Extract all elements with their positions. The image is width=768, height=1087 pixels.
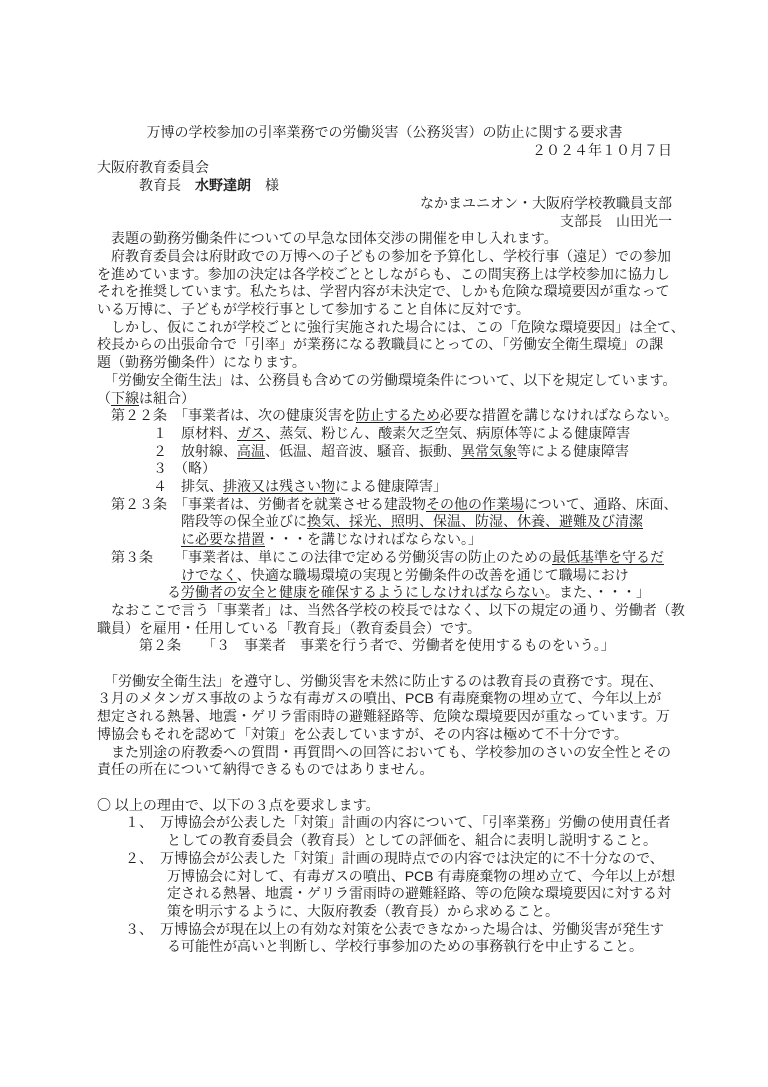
text-segment: それを推奨しています。私たちは、学習内容が未決定で、しかも危険な環境要因が重なって xyxy=(97,283,670,300)
text-segment: 万博協会に対して、有毒ガスの噴出、PCB 有毒廃棄物の埋め立て、今年以上が想 xyxy=(97,867,676,884)
underlined-text: その他の作業場 xyxy=(426,495,524,512)
text-segment: る可能性が高いと判断し、学校行事参加のための事務執行を中止すること。 xyxy=(97,938,643,955)
text-segment: 万博の学校参加の引率業務での労働災害（公務災害）の防止に関する要求書 xyxy=(146,124,623,140)
text-segment: １、 万博協会が公表した「対策」計画の内容について、「引率業務」労働の使用責任者 xyxy=(97,814,671,831)
doc-title xyxy=(97,124,672,142)
text-segment: 〇 以上の理由で、以下の３点を要求します。 xyxy=(97,796,380,813)
doc-date xyxy=(97,142,672,160)
demand-3-cont xyxy=(97,938,672,956)
text-segment: なかまユニオン・大阪府学校教職員支部 xyxy=(420,194,672,211)
text-segment: 責任の所在について納得できるものではありません。 xyxy=(97,761,434,778)
text-segment: について、通路、床面、 xyxy=(524,495,678,512)
text-line xyxy=(97,318,685,337)
text-segment: 定される熱暑、地震・ゲリラ雷雨時の避難経路、等の危険な環境要因に対する対 xyxy=(97,885,671,902)
text-segment: （ xyxy=(97,389,111,406)
text-segment: しかし、仮にこれが学校ごとに強行実施された場合には、この「危険な環境要因」は全て、 xyxy=(97,318,685,335)
text-segment: ２ 放射線、 xyxy=(97,442,237,459)
sender-person xyxy=(97,213,672,231)
underlined-text: 労働者の安全と健康を確保するようにしなければならない xyxy=(181,584,545,601)
text-segment: 支部長 山田光一 xyxy=(560,212,672,229)
clause-22-item-2 xyxy=(97,443,672,461)
text-segment: ３月のメタンガス事故のような有毒ガスの噴出、PCB 有毒廃棄物の埋め立て、今年以上が xyxy=(97,690,662,707)
demand-1 xyxy=(97,814,672,832)
text-line xyxy=(97,673,672,691)
text-segment: としての教育委員会（教育長）としての評価を、組合に表明し説明すること。 xyxy=(97,832,657,849)
underlined-text: 高温 xyxy=(237,442,265,459)
text-segment xyxy=(97,531,181,547)
blank-line xyxy=(97,655,672,673)
demands-heading xyxy=(97,797,672,815)
clause-23-cont xyxy=(97,531,672,549)
underlined-text: 最低基準を守るだ xyxy=(552,548,664,565)
text-segment: を進めています。参加の決定は各学校ごととしながらも、この間実務上は学校参加に協力し xyxy=(97,265,670,282)
text-line xyxy=(97,371,677,390)
text-segment: 階段等の保全並びに xyxy=(97,513,307,530)
demand-2 xyxy=(97,850,672,868)
text-segment: 職員）を雇用・任用している「教育長」（教育委員会）です。 xyxy=(97,619,481,636)
underlined-text: 防止するため xyxy=(356,407,440,424)
text-segment: 第２条 「３ 事業者 事業を行う者で、労働者を使用するものをいう。」 xyxy=(97,637,615,654)
underline-note xyxy=(97,390,672,408)
bold-text: 水野達朗 xyxy=(195,177,251,194)
underlined-text: 異常気象 xyxy=(461,442,517,459)
text-line xyxy=(97,708,672,726)
text-segment: 教育長 xyxy=(97,177,195,194)
underlined-text: けでなく xyxy=(181,566,237,583)
text-line xyxy=(97,601,685,620)
text-line xyxy=(97,336,672,354)
clause-3-cont xyxy=(97,567,672,585)
text-segment: 様 xyxy=(251,177,279,194)
text-segment: 「労働安全衛生法」を遵守し、労働災害を未然に防止するのは教育長の責務です。現在、 xyxy=(97,672,663,689)
text-line xyxy=(97,744,672,762)
demand-3 xyxy=(97,921,672,939)
text-segment xyxy=(97,567,181,583)
text-segment: ２０２４年１０月７日 xyxy=(532,141,672,158)
text-segment: ３ （略） xyxy=(97,460,216,477)
document-body xyxy=(97,124,685,956)
underlined-text: ガス xyxy=(237,424,266,441)
text-segment: 府教育委員会は府財政での万博への子どもの参加を予算化し、学校行事（遠足）での参加 xyxy=(97,247,671,264)
text-segment: 題（勤務労働条件）になります。 xyxy=(97,354,306,371)
clause-23 xyxy=(97,495,678,514)
text-segment: 「労働安全衛生法」は、公務員も含めての労働環境条件について、以下を規定しています。 xyxy=(97,371,677,388)
text-segment: ・・・を講じなければならない。」 xyxy=(265,531,482,548)
demand-2-cont xyxy=(97,885,672,903)
text-segment: 表題の勤務労働条件についての早急な団体交渉の開催を申し入れます。 xyxy=(97,230,558,247)
text-segment: 必要な措置を講じなければならない。 xyxy=(440,407,678,424)
text-segment: 。また、・・・」 xyxy=(545,584,650,601)
text-segment: ２、 万博協会が公表した「対策」計画の現時点での内容では決定的に不十分なので、 xyxy=(97,849,664,866)
clause-2 xyxy=(97,637,672,655)
text-segment: 、低温、超音波、騒音、振動、 xyxy=(265,442,461,459)
addressee-person xyxy=(97,177,672,195)
text-segment: ３、 万博協会が現在以上の有効な対策を公表できなかった場合は、労働災害が発生す xyxy=(97,920,664,937)
text-segment: また別途の府教委への質問・再質問への回答においても、学校参加のさいの安全性とその xyxy=(97,743,671,760)
demand-2-cont xyxy=(97,867,676,886)
text-segment: は組合） xyxy=(139,389,195,406)
text-segment: 、蒸気、粉じん、酸素欠乏空気、病原体等による健康障害 xyxy=(265,424,631,441)
clause-22-item-4 xyxy=(97,478,672,496)
text-segment: ４ 排気、 xyxy=(97,478,223,495)
text-segment: による健康障害」 xyxy=(335,478,447,495)
underlined-text: 排液又は残さい物 xyxy=(223,478,335,495)
text-segment: 想定される熱暑、地震・ゲリラ雷雨時の避難経路等、危険な環境要因が重なっています。万 xyxy=(97,708,670,725)
blank-line xyxy=(97,779,672,797)
text-segment: 第３条 「事業者は、単にこの法律で定める労働災害の防止のための xyxy=(97,548,552,565)
text-line xyxy=(97,283,672,301)
underlined-text: 下線 xyxy=(111,389,139,406)
text-segment: 、快適な職場環境の実現と労働条件の改善を通じて職場におけ xyxy=(236,566,629,583)
text-line xyxy=(97,266,672,284)
underlined-text: 換気、採光、照明、保温、防湿、休養、避難及び清潔 xyxy=(307,513,643,530)
text-segment: 大阪府教育委員会 xyxy=(97,159,209,176)
text-segment: 第２２条 「事業者は、次の健康災害を xyxy=(97,407,356,424)
demand-2-cont xyxy=(97,903,672,921)
text-line xyxy=(97,301,672,319)
text-segment: 等による健康障害 xyxy=(517,442,629,459)
clause-23-cont xyxy=(97,513,672,531)
sender-org xyxy=(97,195,672,213)
underlined-text: に必要な措置 xyxy=(181,531,265,548)
clause-3 xyxy=(97,549,672,567)
text-segment: 第２３条 「事業者は、労働者を就業させる建設物 xyxy=(97,495,426,512)
clause-22-item-3 xyxy=(97,460,672,478)
text-line xyxy=(97,690,672,708)
clause-22 xyxy=(97,407,678,425)
clause-22-item-1 xyxy=(97,425,672,443)
addressee-org xyxy=(97,159,672,177)
text-segment: 校長からの出張命令で「引率」が業務になる教職員にとっての、「労働安全衛生環境」の課 xyxy=(97,336,664,353)
opening-line xyxy=(97,230,672,248)
text-line xyxy=(97,354,672,372)
text-segment: いる万博に、子どもが学校行事として参加すること自体に反対です。 xyxy=(97,301,530,318)
clause-3-cont xyxy=(97,584,672,602)
text-segment: １ 原材料、 xyxy=(97,424,237,441)
text-line xyxy=(97,620,672,638)
text-line xyxy=(97,726,672,744)
text-segment: 策を明示するように、大阪府教委（教育長）から求めること。 xyxy=(97,902,559,919)
text-segment: なおここで言う「事業者」は、当然各学校の校長ではなく、以下の規定の通り、労働者（教 xyxy=(97,601,685,618)
text-segment: る xyxy=(97,584,181,601)
text-segment: 博協会もそれを認めて「対策」を公表していますが、その内容は極めて不十分です。 xyxy=(97,725,628,742)
text-line xyxy=(97,248,672,266)
demand-1-cont xyxy=(97,832,672,850)
text-line xyxy=(97,761,672,779)
